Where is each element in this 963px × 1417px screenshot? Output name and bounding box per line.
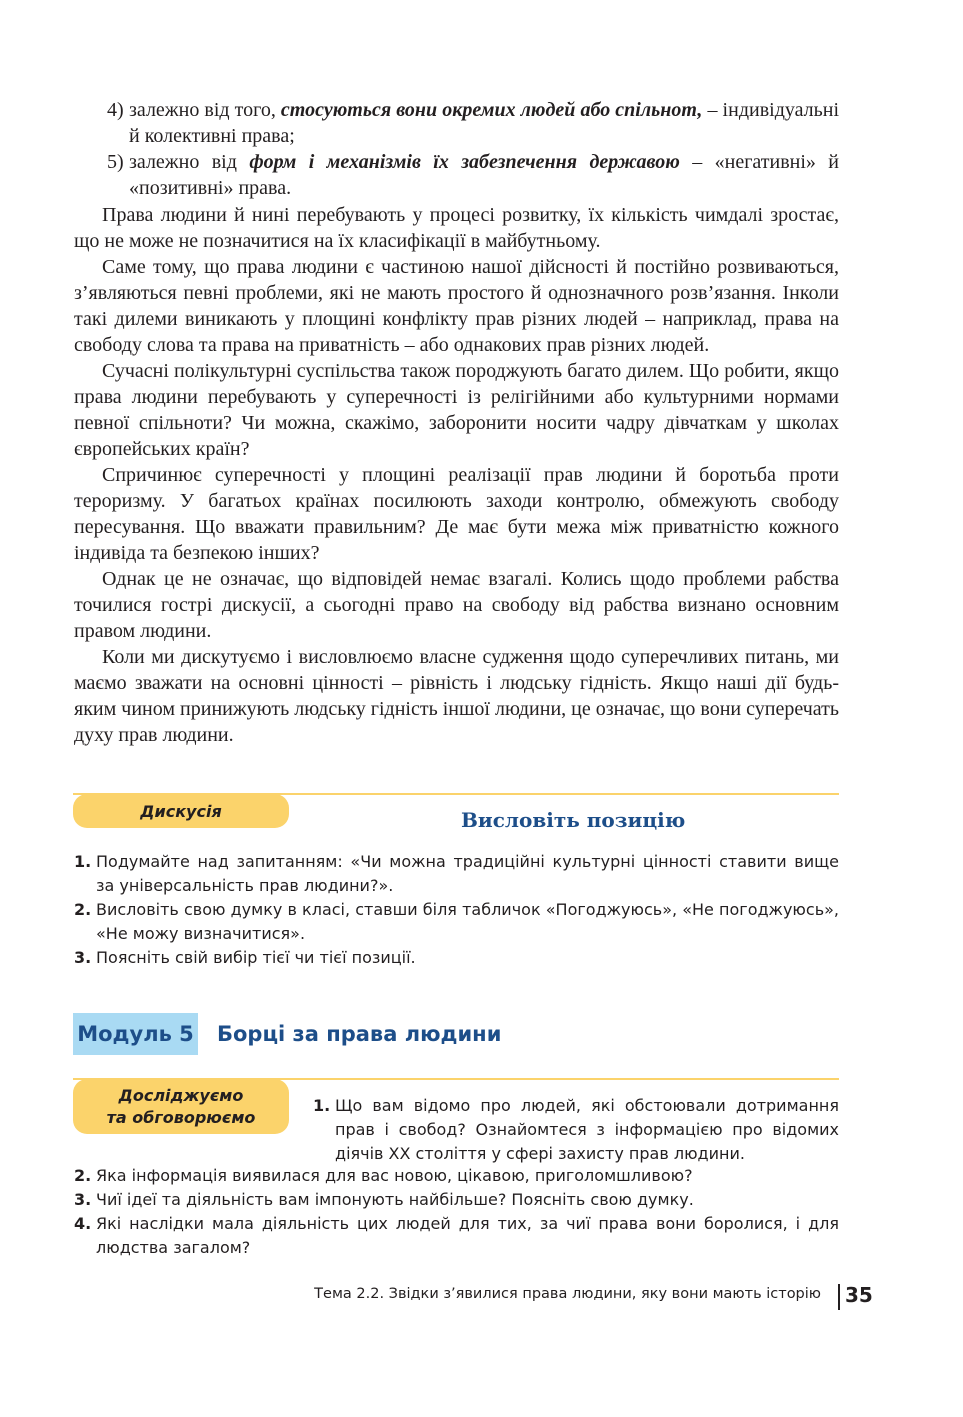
list-item-text: Яка інформація виявилася для вас новою, цікавою, приголомшливою? xyxy=(96,1166,693,1185)
research-list xyxy=(74,1164,839,1260)
discussion-badge-label: Дискусія xyxy=(140,801,222,821)
list-item-text: Що вам відомо про людей, які обстоювали дотримання прав і свобод? Ознайомтеся з інформацією про відомих діячів ХХ століття у сфері захисту прав людини. xyxy=(335,1096,839,1163)
list-item-number: 4) xyxy=(107,99,124,121)
paragraph: Спричинює суперечності у площині реалізації прав людини й боротьба проти тероризму. У багатьох країнах посилюють заходи контролю, обмежують свободу пересування. Що вважати правильним? Де має бути межа між приватністю кожного індивіда та безпекою інших? xyxy=(74,464,839,564)
list-item xyxy=(313,1094,839,1166)
list-item-number: 3. xyxy=(74,1190,92,1209)
list-item-emphasis: форм і механізмів їх забезпечення державою xyxy=(249,151,680,173)
module-number: Модуль 5 xyxy=(77,1022,194,1046)
list-item xyxy=(107,97,839,149)
research-badge-line: та обговорюємо xyxy=(106,1107,256,1127)
paragraph: Права людини й нині перебувають у процесі розвитку, їх кількість чимдалі зростає, що не може не позначитися на їх класифікації в майбутньому. xyxy=(74,204,839,252)
list-item-number: 3. xyxy=(74,948,92,967)
list-item-text: залежно від того, xyxy=(129,99,276,121)
list-item xyxy=(74,946,839,970)
list-item xyxy=(74,1188,839,1212)
module-title-text: Борці за права людини xyxy=(217,1022,502,1046)
paragraph: Однак це не означає, що відповідей немає взагалі. Колись щодо проблеми рабства точилися гострі дискусії, а сьогодні право на свободу від рабства визнано основним правом людини. xyxy=(74,568,839,642)
list-item xyxy=(74,850,839,898)
list-item-text: Подумайте над запитанням: «Чи можна традиційні культурні цінності ставити вище за універсальність прав людини?». xyxy=(96,852,839,895)
discussion-list xyxy=(74,850,839,970)
paragraph: Саме тому, що права людини є частиною нашої дійсності й постійно розвиваються, з’являються певні проблеми, які не мають простого й однозначного розв’язання. Інколи такі дилеми виникають у площині конфлікту прав різних людей – наприклад, права на свободу слова та права на приватність – або однакових прав різних людей. xyxy=(74,256,839,356)
discussion-title: Висловіть позицію xyxy=(461,808,686,832)
list-item xyxy=(74,1212,839,1260)
discussion-badge xyxy=(73,794,289,828)
module-label xyxy=(73,1013,198,1055)
list-item-number: 2. xyxy=(74,1166,92,1185)
paragraph: Сучасні полікультурні суспільства також породжують багато дилем. Що робити, якщо права людини перебувають у суперечності із релігійними або культурними нормами певної спільноти? Чи можна, скажімо, заборонити носити чадру дівчаткам у школах європейських країн? xyxy=(74,360,839,460)
list-item-text: Поясніть свій вибір тієї чи тієї позиції. xyxy=(96,948,416,967)
list-item-number: 1. xyxy=(74,852,92,871)
research-badge xyxy=(73,1079,289,1134)
list-item xyxy=(74,1164,839,1188)
list-item-number: 5) xyxy=(107,151,124,173)
list-item-number: 1. xyxy=(313,1096,331,1115)
module-title xyxy=(217,1013,501,1055)
list-item-text: – «негативні» й «позитивні» права. xyxy=(129,151,840,199)
footer-topic: Тема 2.2. Звідки з’явилися права людини, яку вони мають історію xyxy=(314,1286,821,1302)
list-item-emphasis: стосуються вони окремих людей або спільнот, xyxy=(280,99,703,121)
list-item-text: залежно від xyxy=(129,151,237,173)
classification-list xyxy=(107,97,839,201)
paragraph: Коли ми дискутуємо і висловлюємо власне судження щодо суперечливих питань, ми маємо зважати на основні цінності – рівність і людську гідність. Якщо наші дії будь-яким чином принижують людську гідність іншої людини, це означає, що вони суперечать духу прав людини. xyxy=(74,646,839,746)
list-item-text: – індивідуальні й колективні права; xyxy=(129,99,840,147)
page-number: 35 xyxy=(845,1283,873,1307)
research-badge-line: Досліджуємо xyxy=(118,1085,244,1105)
list-item xyxy=(74,898,839,946)
list-item-text: Чиї ідеї та діяльність вам імпонують найбільше? Поясніть свою думку. xyxy=(96,1190,694,1209)
list-item-text: Які наслідки мала діяльність цих людей для тих, за чиї права вони боролися, і для людства загалом? xyxy=(96,1214,839,1257)
list-item-number: 4. xyxy=(74,1214,92,1233)
list-item xyxy=(107,149,839,201)
list-item-text: Висловіть свою думку в класі, ставши біля табличок «Погоджуюсь», «Не погоджуюсь», «Не можу визначитися». xyxy=(96,900,839,943)
research-first-item xyxy=(313,1094,839,1166)
list-item-number: 2. xyxy=(74,900,92,919)
body-text xyxy=(74,202,839,748)
footer-divider xyxy=(838,1284,840,1310)
